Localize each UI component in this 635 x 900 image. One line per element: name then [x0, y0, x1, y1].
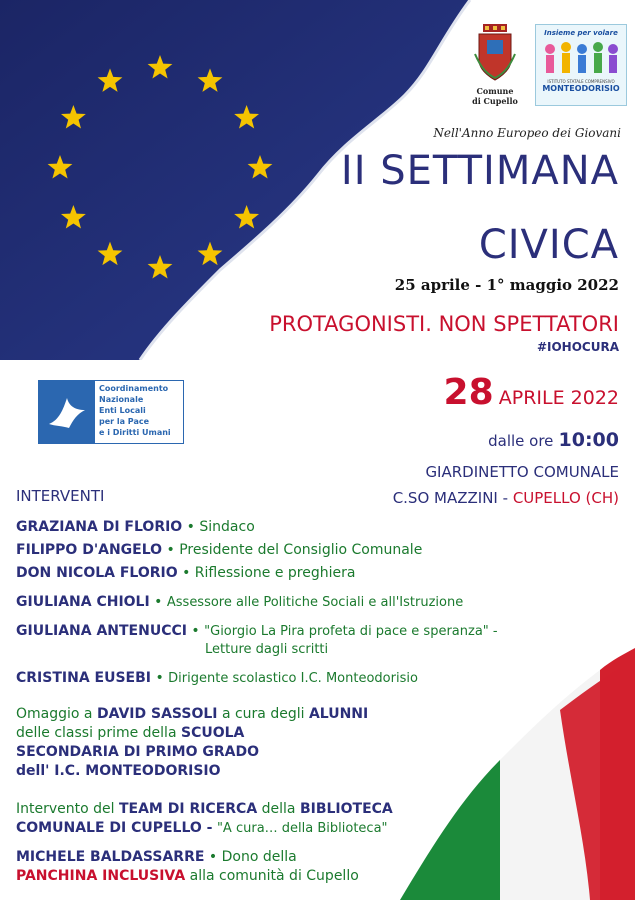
hashtag: #IOHOCURA — [536, 340, 619, 354]
speaker-row — [16, 519, 255, 535]
speaker-name: GIULIANA ANTENUCCI — [16, 623, 187, 639]
interventi-heading: INTERVENTI — [16, 487, 105, 505]
bullet: • — [154, 594, 163, 610]
school-logo-subtitle: ISTITUTO STATALE COMPRENSIVO — [547, 79, 615, 84]
bench-text: Dono della — [221, 849, 297, 865]
title-line-1: II SETTIMANA — [340, 148, 619, 194]
coord-line-5: e i Diritti Umani — [99, 428, 171, 437]
speaker-name: CRISTINA EUSEBI — [16, 670, 151, 686]
bullet: • — [166, 542, 175, 558]
speaker-name: GIULIANA CHIOLI — [16, 594, 150, 610]
bench-text: alla comunità di Cupello — [189, 868, 359, 884]
coat-of-arms-icon — [473, 24, 517, 82]
team-text: della — [261, 801, 296, 817]
bullet: • — [208, 849, 218, 865]
team-project: "A cura… della Biblioteca" — [216, 821, 388, 836]
event-time — [488, 429, 619, 451]
speaker-role: Sindaco — [199, 519, 255, 535]
omaggio-text: a cura degli — [221, 706, 305, 722]
title-line-2: CIVICA — [478, 222, 619, 268]
slogan: PROTAGONISTI. NON SPETTATORI — [269, 312, 619, 336]
school-logo-slogan: Insieme per volare — [544, 29, 618, 37]
omaggio-paragraph — [16, 705, 396, 781]
event-month-year: APRILE 2022 — [498, 387, 619, 409]
team-text: Intervento del — [16, 801, 115, 817]
event-time-value: 10:00 — [558, 429, 619, 451]
speaker-row — [16, 623, 498, 639]
speaker-role: "Giorgio La Pira profeta di pace e speranza" - — [204, 624, 498, 639]
event-day: 28 — [443, 372, 494, 413]
municipality-logo — [470, 24, 520, 106]
team-library: BIBLIOTECA — [299, 801, 393, 817]
coordination-logo — [38, 380, 184, 444]
omaggio-students: ALUNNI — [308, 706, 369, 722]
speaker-name: GRAZIANA DI FLORIO — [16, 519, 183, 535]
school-logo-name: MONTEODORISIO — [542, 84, 620, 93]
speaker-row — [16, 594, 463, 610]
tagline: Nell'Anno Europeo dei Giovani — [433, 126, 621, 140]
team-paragraph — [16, 800, 436, 838]
event-dates: 25 aprile - 1° maggio 2022 — [394, 276, 619, 294]
children-illustration — [536, 37, 624, 79]
team-library-name: COMUNALE DI CUPELLO - — [16, 820, 213, 836]
event-date — [444, 372, 619, 413]
coord-line-3: Enti Locali — [99, 406, 146, 415]
bullet: • — [182, 565, 191, 581]
event-town: CUPELLO (CH) — [512, 489, 619, 507]
speaker-role-continued: Letture dagli scritti — [205, 642, 329, 657]
speaker-name: DON NICOLA FLORIO — [16, 565, 178, 581]
omaggio-institute: dell' I.C. MONTEODORISIO — [16, 763, 221, 779]
speaker-row — [16, 542, 422, 558]
bullet: • — [186, 519, 195, 535]
speaker-row — [16, 670, 418, 686]
coord-line-4: per la Pace — [99, 417, 150, 426]
speaker-role: Assessore alle Politiche Sociali e all'Istruzione — [166, 595, 464, 610]
event-venue: GIARDINETTO COMUNALE — [425, 463, 619, 481]
team-research: TEAM DI RICERCA — [118, 801, 258, 817]
dove-icon — [45, 390, 89, 434]
omaggio-text: Omaggio a — [16, 706, 93, 722]
donor-name: MICHELE BALDASSARRE — [16, 849, 205, 865]
event-street: C.SO MAZZINI - — [392, 489, 509, 507]
coord-line-1: Coordinamento — [99, 384, 169, 393]
municipality-caption: Comune di Cupello — [472, 86, 518, 106]
speaker-row — [16, 565, 355, 581]
omaggio-school: SCUOLA — [180, 725, 245, 741]
omaggio-text: delle classi prime della — [16, 725, 177, 741]
bullet: • — [155, 670, 164, 686]
speaker-role: Presidente del Consiglio Comunale — [179, 542, 423, 558]
speaker-role: Dirigente scolastico I.C. Monteodorisio — [168, 671, 418, 686]
school-logo — [535, 24, 627, 106]
bench-title: PANCHINA INCLUSIVA — [16, 868, 186, 884]
coord-line-2: Nazionale — [99, 395, 144, 404]
speaker-name: FILIPPO D'ANGELO — [16, 542, 163, 558]
speaker-role: Riflessione e preghiera — [194, 565, 356, 581]
bullet: • — [191, 623, 200, 639]
omaggio-honoree: DAVID SASSOLI — [96, 706, 218, 722]
bench-paragraph — [16, 848, 436, 886]
dove-emblem — [39, 381, 95, 443]
event-time-prefix: dalle ore — [488, 432, 554, 450]
omaggio-school-level: SECONDARIA DI PRIMO GRADO — [16, 744, 259, 760]
event-address — [393, 489, 619, 507]
